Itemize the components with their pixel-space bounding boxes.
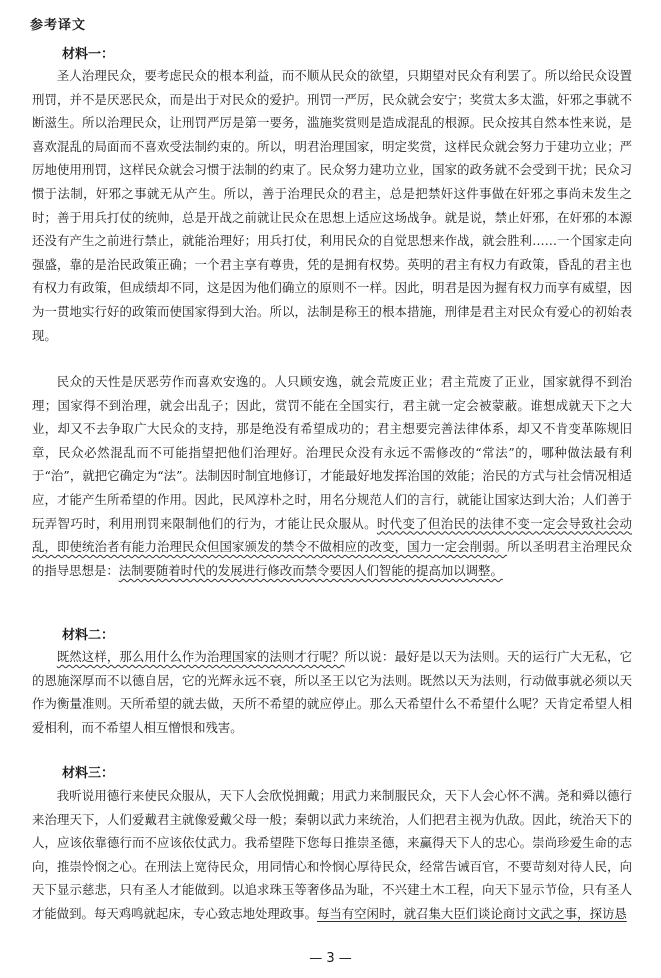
- paragraph-material-1b: [32, 370, 632, 582]
- underlined-sentence: 每当有空闲时，就召集大臣们谈论商讨文武之事，探访恳: [316, 905, 627, 921]
- paragraph-text: 所以说：最好是以天为法则。天的运行广大无私，它的恩施深厚而不以德自居，它的光辉永远不衰，所以圣王以它为法则。既然以天为法则，行动做事就必须以天作为衡量准则。天所希望的就去做，天所不希望的就应停止。那么天希望什么不希望什么呢？天肯定希望人相爱相利，而不希望人相互憎恨和残害。: [32, 649, 633, 735]
- paragraph-material-2: [32, 645, 632, 739]
- wavy-underlined-sentence: 既然这样，那么用什么作为治理国家的法则才行呢？: [56, 649, 345, 664]
- wavy-underlined-sentence: 时代变了但治民的法律不变一定会导致社会动乱，即使统治者有能力治理民众但国家颁发的禁令不做相应的改变，国力一定会削弱。: [32, 515, 633, 555]
- paragraph-material-1: 圣人治理民众，要考虑民众的根本利益，而不顺从民众的欲望，只期望对民众有利罢了。所以给民众设置刑罚，并不是厌恶民众，而是出于对民众的爱护。刑罚一严厉，民众就会安宁；奖赏太多太滥，奸邪之事就不断滋生。所以治理民众，让刑罚严厉是第一要务，滥施奖赏则是造成混乱的根源。民众按其自然本性来说，是喜欢混乱的局面而不喜欢受法制约束的。所以，明君治理国家，明定奖赏，这样民众就会努力于建功立业；严厉地使用刑罚，这样民众就会习惯于法制的约束了。民众努力建功立业，国家的政务就不会受到干扰；民众习惯于法制，奸邪之事就无从产生。所以，善于治理民众的君主，总是把禁奸这件事做在奸邪之事尚未发生之时；善于用兵打仗的统帅，总是开战之前就让民众在思想上适应这场战争。就是说，禁止奸邪，在奸邪的本源还没有产生之前进行禁止，就能治理好；用兵打仗，利用民众的自觉思想来作战，就会胜利……一个国家走向强盛，靠的是治民政策正确；一个君主享有尊贵，凭的是拥有权势。英明的君主有权力有政策，昏乱的君主也有权力有政策，但成绩却不同，这是因为他们确立的原则不一样。因此，明君是因为握有权力而享有威望，因为一贯地实行好的政策而使国家得到大治。所以，法制是称王的根本措施，刑律是君主对民众有爱心的初始表现。: [32, 68, 632, 343]
- wavy-underlined-sentence: 法制要随着时代的发展进行修改而禁令要因人们智能的提高加以调整。: [118, 562, 503, 578]
- page-number: — 3 —: [309, 951, 352, 966]
- document-title: 参考译文: [30, 18, 87, 33]
- paragraph-text: 所以圣明君主治理民众的指导思想是：: [32, 539, 633, 578]
- heading-material-3: 材料三：: [62, 766, 115, 781]
- paragraph-material-3: [32, 784, 632, 926]
- heading-material-2: 材料二：: [62, 628, 115, 643]
- paragraph-text: 民众的天性是厌恶劳作而喜欢安逸的。人只顾安逸，就会荒废正业；君主荒废了正业，国家就得不到治理；国家得不到治理，就会出乱子；因此，赏罚不能在全国实行，君主就一定会被蒙蔽。谁想成就天下之大业，却又不去争取广大民众的支持，那是绝没有希望成功的；君主想要完善法律体系，却又不肯变革陈规旧章，民众必然混乱而不可能指望把他们治理好。治理民众没有永远不需修改的“常法”的，哪种做法最有利于“治”，就把它确定为“法”。法制因时制宜地修订，才能最好地发挥治国的效能；治民的方式与社会情况相适应，才能产生所希望的作用。因此，民风淳朴之时，用名分规范人们的言行，就能让国家达到大治；人们善于玩弄智巧时，利用刑罚来限制他们的行为，才能让民众服从。: [32, 374, 632, 531]
- heading-material-1: 材料一：: [62, 47, 115, 62]
- paragraph-text: 我听说用德行来使民众服从，天下人会欣悦拥戴；用武力来制服民众，天下人会心怀不满。尧和舜以德行来治理天下，人们爱戴君主就像爱戴父母一般；秦朝以武力来统治，人们把君主视为仇敌。因此，统治天下的人，应该依靠德行而不应该依仗武力。我希望陛下您每日推崇圣德，来赢得天下人的忠心。崇尚珍爱生命的志向，推崇怜悯之心。在刑法上宽待民众，用同情心和怜悯心厚待民众，经常告诫百官，不要苛刻对待人民，向天下显示慈悲，只有圣人才能做到。以追求珠玉等奢侈品为耻，不兴建土木工程，向天下显示节俭，只有圣人才能做到。每天鸡鸣就起床，专心致志地处理政事。: [32, 788, 632, 921]
